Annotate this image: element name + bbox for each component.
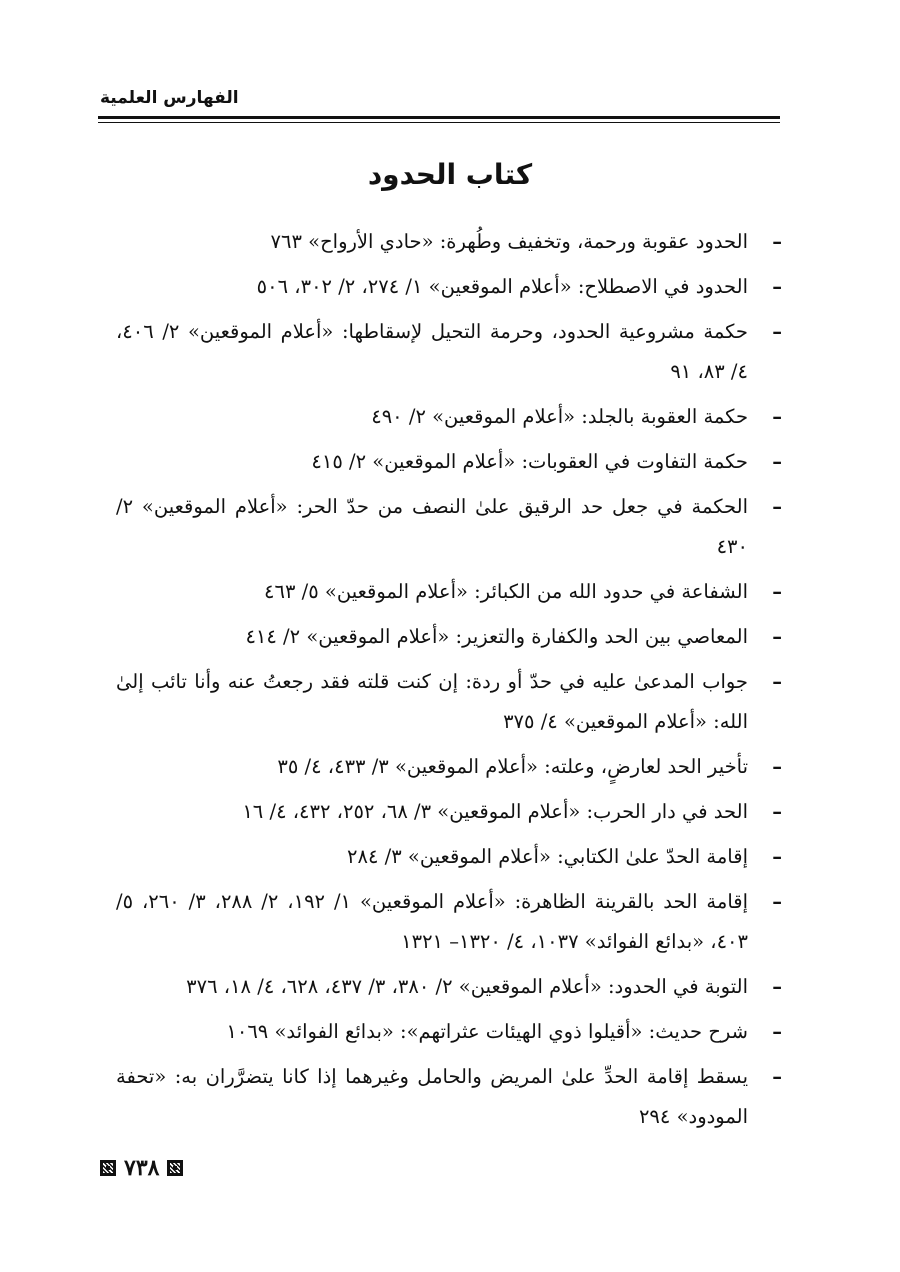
entry-text: الحد في دار الحرب: «أعلام الموقعين» ٣/ ٦٨، ٢٥٢، ٤٣٢، ٤/ ١٦	[242, 800, 748, 823]
entry-text: جواب المدعىٰ عليه في حدّ أو ردة: إن كنت قلته فقد رجعتُ عنه وأنا تائب إلىٰ الله: «أعلام الموقعين» ٤/ ٣٧٥	[116, 670, 748, 733]
header-rule-thick	[98, 116, 780, 119]
entry-dash: –	[772, 275, 782, 298]
running-header-title: الفهارس العلمية	[100, 88, 239, 108]
index-entry	[116, 747, 782, 787]
entry-dash: –	[772, 495, 782, 518]
index-entry	[116, 572, 782, 612]
entry-text: حكمة التفاوت في العقوبات: «أعلام الموقعين» ٢/ ٤١٥	[311, 450, 748, 473]
entry-dash: –	[772, 1020, 782, 1043]
index-entry	[116, 397, 782, 437]
index-entry	[116, 267, 782, 307]
index-entry	[116, 662, 782, 742]
section-title: كتاب الحدود	[367, 158, 533, 191]
index-entry	[116, 1057, 782, 1137]
entry-text: المعاصي بين الحد والكفارة والتعزير: «أعلام الموقعين» ٢/ ٤١٤	[245, 625, 748, 648]
header-rule-thin	[98, 122, 780, 123]
entry-dash: –	[772, 320, 782, 343]
entry-dash: –	[772, 975, 782, 998]
entry-text: الحدود عقوبة ورحمة، وتخفيف وطُهرة: «حادي الأرواح» ٧٦٣	[270, 230, 748, 253]
entry-dash: –	[772, 450, 782, 473]
entry-text: يسقط إقامة الحدِّ علىٰ المريض والحامل وغيرهما إذا كانا يتضرَّران به: «تحفة المودود» ٢٩٤	[116, 1065, 748, 1128]
entry-text: حكمة مشروعية الحدود، وحرمة التحيل لإسقاطها: «أعلام الموقعين» ٢/ ٤٠٦، ٤/ ٨٣، ٩١	[116, 320, 748, 383]
entry-dash: –	[772, 405, 782, 428]
index-entry	[116, 837, 782, 877]
index-entry	[116, 487, 782, 567]
entry-dash: –	[772, 1065, 782, 1088]
index-entry	[116, 967, 782, 1007]
index-entry	[116, 222, 782, 262]
page-footer	[100, 1155, 183, 1181]
entry-text: تأخير الحد لعارضٍ، وعلته: «أعلام الموقعين» ٣/ ٤٣٣، ٤/ ٣٥	[277, 755, 748, 778]
entry-dash: –	[772, 845, 782, 868]
index-entry	[116, 1012, 782, 1052]
entry-text: إقامة الحد بالقرينة الظاهرة: «أعلام الموقعين» ١/ ١٩٢، ٢/ ٢٨٨، ٣/ ٢٦٠، ٥/ ٤٠٣، «بدائع الفوائد» ١٠٣٧، ٤/ ١٣٢٠– ١٣٢١	[116, 890, 748, 953]
page-number: ٧٣٨	[124, 1155, 160, 1181]
entry-dash: –	[772, 890, 782, 913]
entry-text: إقامة الحدّ علىٰ الكتابي: «أعلام الموقعين» ٣/ ٢٨٤	[347, 845, 748, 868]
ornament-square-icon	[100, 1160, 116, 1176]
entry-text: حكمة العقوبة بالجلد: «أعلام الموقعين» ٢/ ٤٩٠	[371, 405, 748, 428]
entry-text: شرح حديث: «أقيلوا ذوي الهيئات عثراتهم»: «بدائع الفوائد» ١٠٦٩	[226, 1020, 748, 1043]
entry-dash: –	[772, 230, 782, 253]
entry-dash: –	[772, 670, 782, 693]
index-entry	[116, 882, 782, 962]
entry-text: الحدود في الاصطلاح: «أعلام الموقعين» ١/ ٢٧٤، ٢/ ٣٠٢، ٥٠٦	[256, 275, 748, 298]
index-entry	[116, 617, 782, 657]
entry-text: الحكمة في جعل حد الرقيق علىٰ النصف من حدّ الحر: «أعلام الموقعين» ٢/ ٤٣٠	[116, 495, 748, 558]
entry-dash: –	[772, 625, 782, 648]
entry-dash: –	[772, 580, 782, 603]
entry-dash: –	[772, 800, 782, 823]
entry-text: التوبة في الحدود: «أعلام الموقعين» ٢/ ٣٨٠، ٣/ ٤٣٧، ٦٢٨، ٤/ ١٨، ٣٧٦	[186, 975, 748, 998]
index-entry	[116, 792, 782, 832]
index-entry	[116, 312, 782, 392]
entry-dash: –	[772, 755, 782, 778]
index-entry	[116, 442, 782, 482]
entry-text: الشفاعة في حدود الله من الكبائر: «أعلام الموقعين» ٥/ ٤٦٣	[264, 580, 748, 603]
ornament-square-icon	[167, 1160, 183, 1176]
index-entry-list	[116, 222, 782, 1142]
